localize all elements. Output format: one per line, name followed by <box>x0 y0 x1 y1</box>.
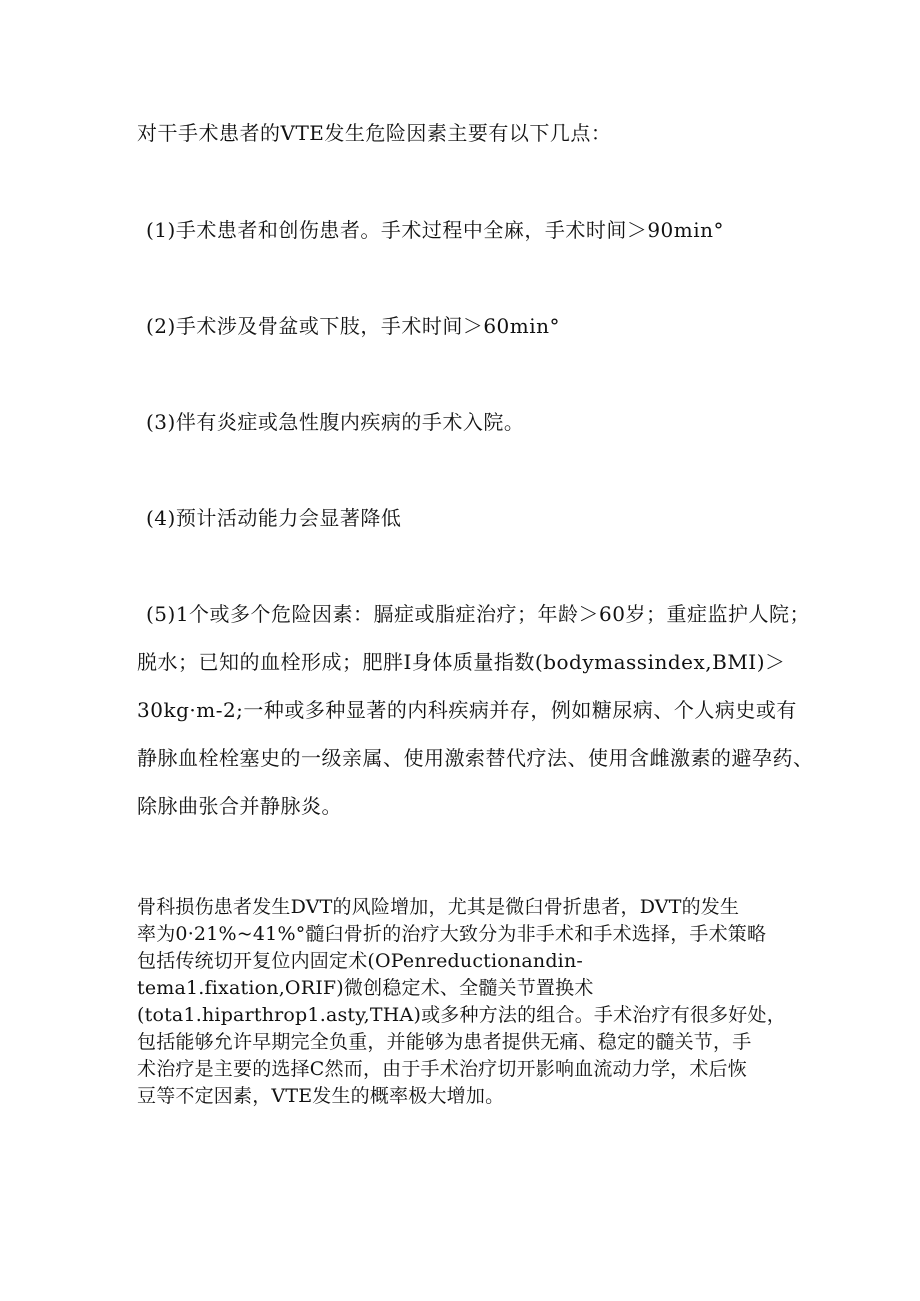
risk-item-5-line: 除脉曲张合并静脉炎。 <box>137 794 342 818</box>
risk-item-2: (2)手术涉及骨盆或下肢，手术时间＞60min° <box>146 314 561 338</box>
ortho-paragraph-line: 骨科损伤患者发生DVT的风险增加，尤其是微臼骨折患者，DVT的发生 <box>137 896 740 918</box>
risk-item-3: (3)伴有炎症或急性腹内疾病的手术入院。 <box>146 410 525 434</box>
risk-item-5-line: 静脉血栓栓塞史的一级亲属、使用激索替代疗法、使用含雌激素的避孕药、 <box>137 746 814 770</box>
risk-item-4: (4)预计活动能力会显著降低 <box>146 506 402 530</box>
ortho-paragraph-line: (tota1.hiparthrop1.asty,THA)或多种方法的组合。手术治疗有很多好处， <box>137 1004 786 1026</box>
risk-item-1: (1)手术患者和创伤患者。手术过程中全麻，手术时间＞90min° <box>146 218 725 242</box>
ortho-paragraph-line: 术治疗是主要的选择C然而，由于手术治疗切开影响血流动力学，术后恢 <box>137 1058 747 1080</box>
risk-item-5-line: 30kg·m-2;一种或多种显著的内科疾病并存，例如糖尿病、个人病史或有 <box>137 698 797 722</box>
ortho-paragraph-line: tema1.fixation,ORIF)微创稳定术、全髓关节置换术 <box>137 977 594 999</box>
ortho-paragraph-line: 率为0·21%~41%°髓臼骨折的治疗大致分为非手术和手术选择，手术策略 <box>137 923 767 945</box>
ortho-paragraph-line: 包括能够允许早期完全负重，并能够为患者提供无痛、稳定的髓关节，手 <box>137 1031 752 1053</box>
risk-item-5-line: (5)1个或多个危险因素：膈症或脂症治疗；年龄＞60岁；重症监护人院； <box>146 602 811 626</box>
risk-item-5-line: 脱水；已知的血栓形成；肥胖I身体质量指数(bodymassindex,BMI)＞ <box>137 650 786 674</box>
intro-paragraph: 对干手术患者的VTE发生危险因素主要有以下几点： <box>137 121 612 145</box>
ortho-paragraph-line: 包括传统切开复位内固定术(OPenreductionandin- <box>137 950 584 972</box>
ortho-paragraph-line: 豆等不定因素，VTE发生的概率极大增加。 <box>137 1085 505 1107</box>
